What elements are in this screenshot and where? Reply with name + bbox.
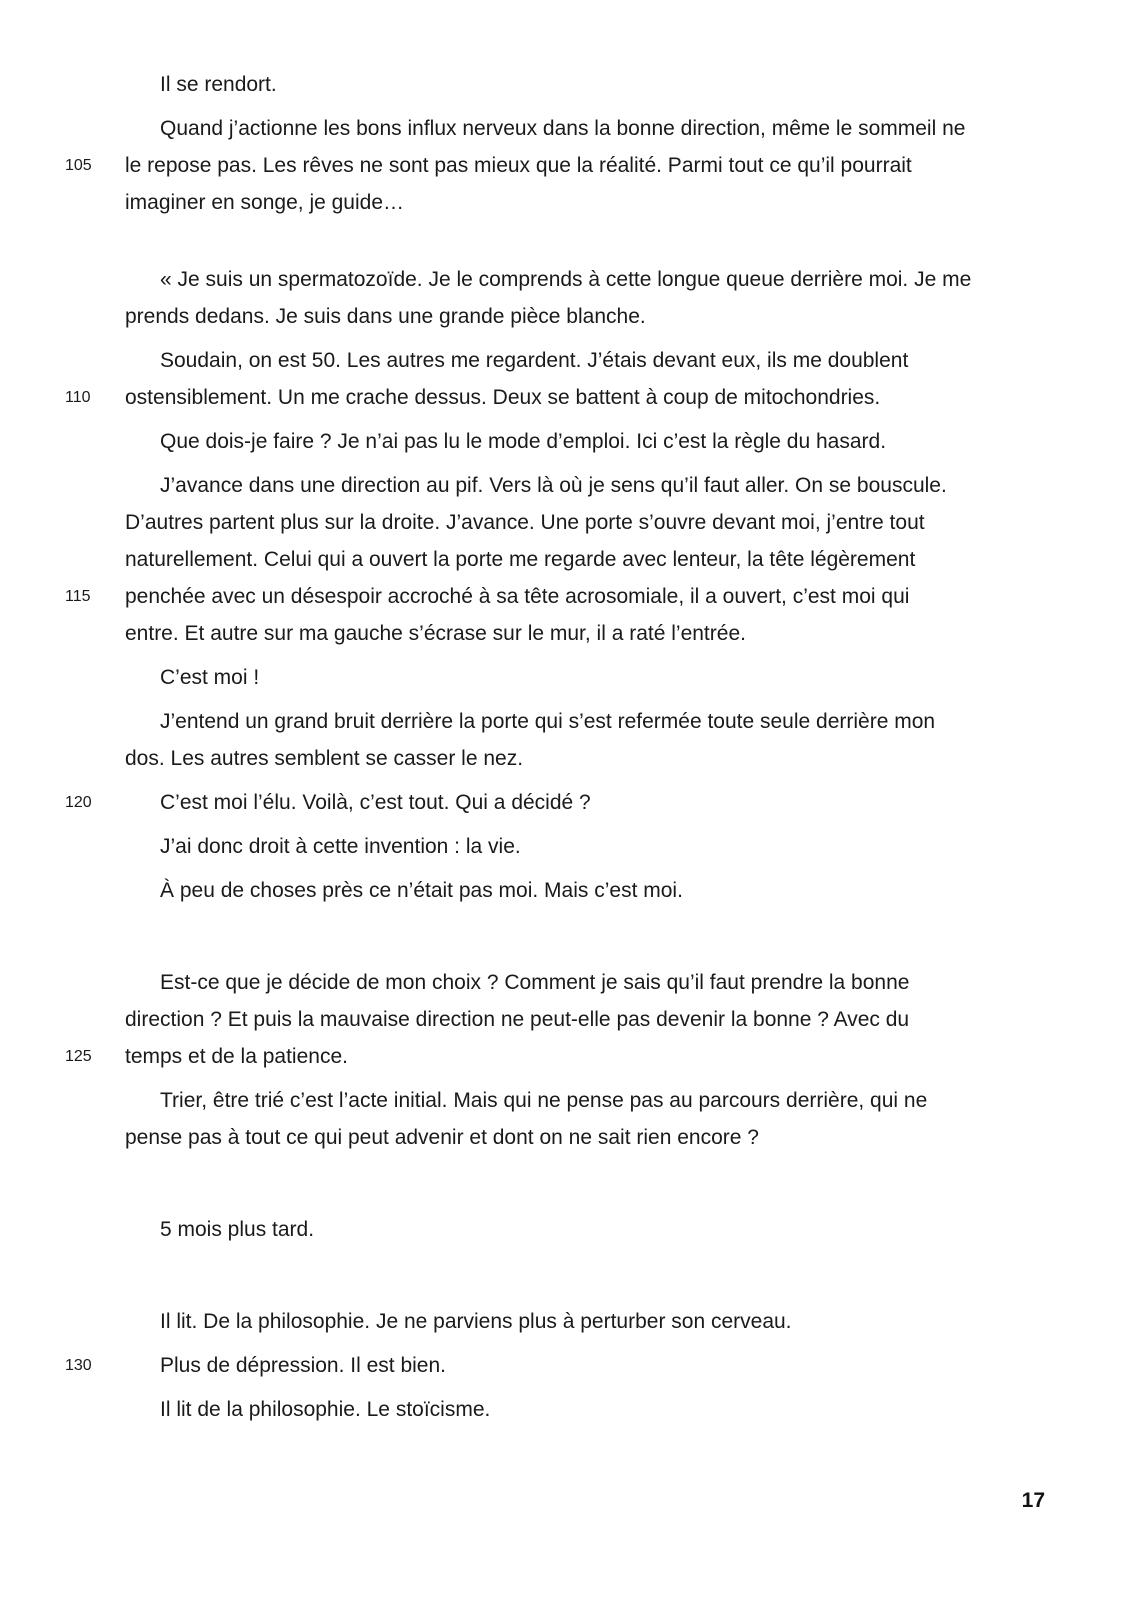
line-text: D’autres partent plus sur la droite. J’avance. Une porte s’ouvre devant moi, j’entre tout [125,511,925,534]
line-text: Trier, être trié c’est l’acte initial. Mais qui ne pense pas au parcours derrière, qui ne [160,1089,928,1112]
text-line [65,147,1065,184]
line-text: C’est moi l’élu. Voilà, c’est tout. Qui a décidé ? [160,791,591,814]
line-text: 5 mois plus tard. [160,1218,315,1241]
line-number: 110 [65,389,91,406]
text-line [65,379,1065,416]
line-number: 115 [65,588,91,605]
text-line [125,423,1065,460]
text-line [125,964,1065,1001]
line-text: J’entend un grand bruit derrière la porte qui s’est refermée toute seule derrière mon [160,710,936,733]
line-text: Soudain, on est 50. Les autres me regardent. J’étais devant eux, ils me doublent [160,349,909,372]
text-line [125,298,1065,335]
line-text: Il lit. De la philosophie. Je ne parviens plus à perturber son cerveau. [160,1310,792,1333]
text-line [125,1211,1065,1248]
text-line [125,1001,1065,1038]
text-line [125,872,1065,909]
text-line [65,578,1065,615]
line-text: Que dois-je faire ? Je n’ai pas lu le mode d’emploi. Ici c’est la règle du hasard. [160,430,887,453]
text-line [125,261,1065,298]
line-text: Il lit de la philosophie. Le stoïcisme. [160,1398,491,1421]
text-line [125,66,1065,103]
text-line [125,615,1065,652]
line-text: C’est moi ! [160,666,260,689]
line-text: dos. Les autres semblent se casser le nez. [125,747,524,770]
line-text: entre. Et autre sur ma gauche s’écrase sur le mur, il a raté l’entrée. [125,622,746,645]
text-line [125,184,1065,221]
text-line [125,467,1065,504]
text-line [125,504,1065,541]
line-text: penchée avec un désespoir accroché à sa tête acrosomiale, il a ouvert, c’est moi qui [125,585,910,608]
line-text: Quand j’actionne les bons influx nerveux dans la bonne direction, même le sommeil ne [160,117,966,140]
text-line [125,110,1065,147]
line-text: ostensiblement. Un me crache dessus. Deux se battent à coup de mitochondries. [125,386,881,409]
line-number: 105 [65,157,92,174]
line-text: pense pas à tout ce qui peut advenir et dont on ne sait rien encore ? [125,1126,759,1149]
line-text: le repose pas. Les rêves ne sont pas mieux que la réalité. Parmi tout ce qu’il pourrait [125,154,912,177]
line-number: 120 [65,794,92,811]
line-text: J’avance dans une direction au pif. Vers là où je sens qu’il faut aller. On se bouscule. [160,474,947,497]
line-text: prends dedans. Je suis dans une grande pièce blanche. [125,305,646,328]
text-line [125,1391,1065,1428]
line-text: direction ? Et puis la mauvaise direction ne peut-elle pas devenir la bonne ? Avec du [125,1008,910,1031]
text-line [125,828,1065,865]
line-text: À peu de choses près ce n’était pas moi. Mais c’est moi. [160,879,683,902]
text-line [125,740,1065,777]
line-text: J’ai donc droit à cette invention : la vie. [160,835,521,858]
text-line [125,659,1065,696]
text-line [125,342,1065,379]
text-line [65,784,1065,821]
line-text: « Je suis un spermatozoïde. Je le comprends à cette longue queue derrière moi. Je me [160,268,972,291]
line-text: imaginer en songe, je guide… [125,191,405,214]
line-number: 130 [65,1357,92,1374]
text-line [125,541,1065,578]
text-line [65,1347,1065,1384]
page-number: 17 [1021,1489,1045,1512]
line-text: Il se rendort. [160,73,277,96]
text-column [65,66,1065,1428]
line-text: Est-ce que je décide de mon choix ? Comment je sais qu’il faut prendre la bonne [160,971,910,994]
text-line [65,1038,1065,1075]
text-line [125,1303,1065,1340]
text-line [125,703,1065,740]
line-text: naturellement. Celui qui a ouvert la porte me regarde avec lenteur, la tête légèrement [125,548,916,571]
text-line [125,1119,1065,1156]
line-number: 125 [65,1048,92,1065]
line-text: Plus de dépression. Il est bien. [160,1354,447,1377]
line-text: temps et de la patience. [125,1045,348,1068]
text-line [125,1082,1065,1119]
